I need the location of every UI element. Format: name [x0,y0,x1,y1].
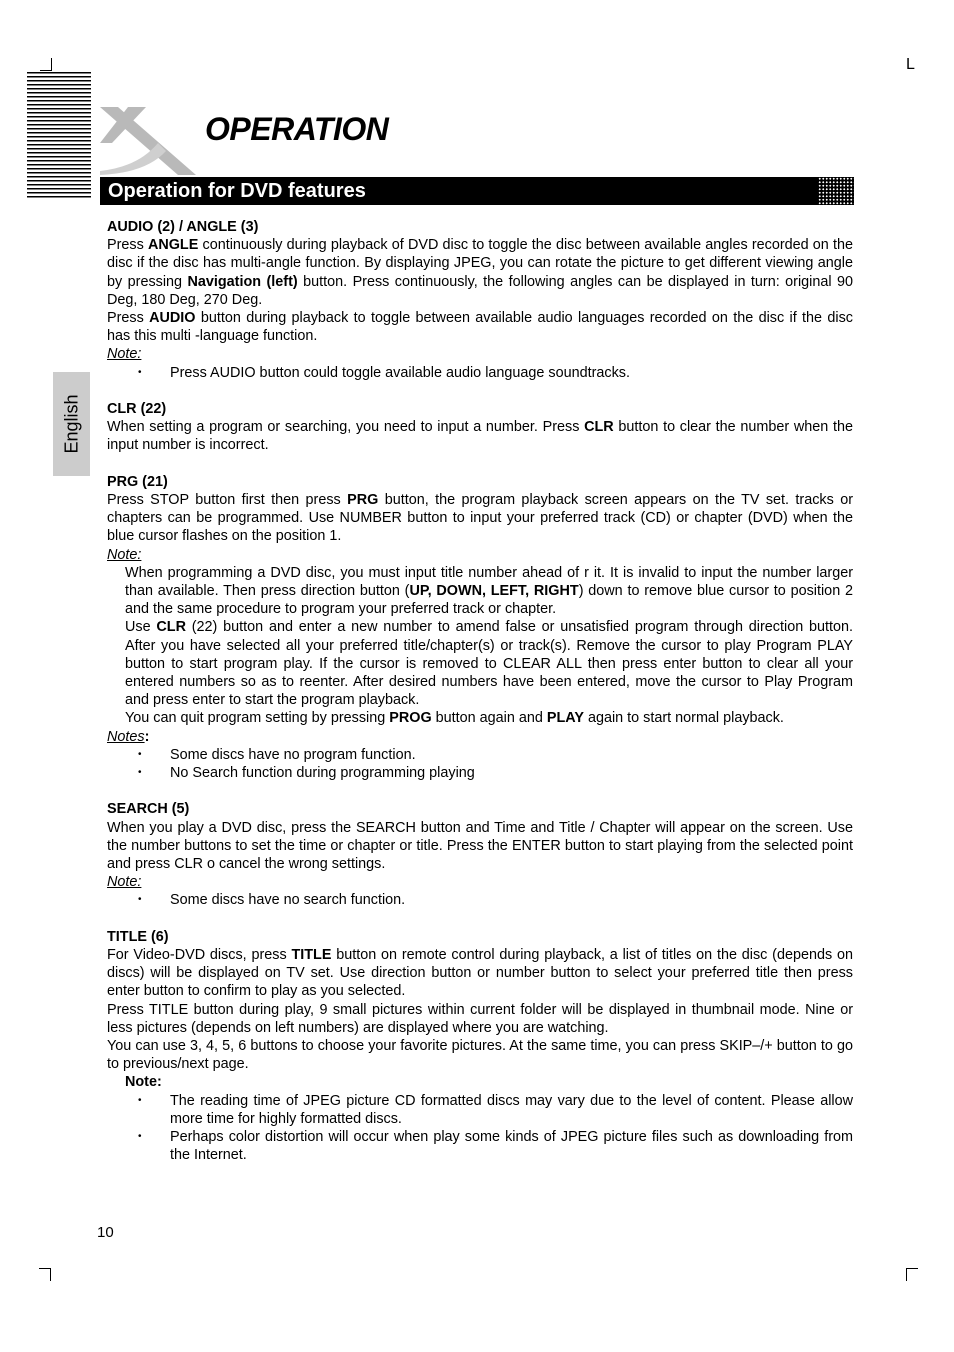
audio-angle-paragraph-1: Press ANGLE continuously during playback of DVD disc to toggle the disc between available angles recorded on the disc if the disc has multi-angle function. By displaying JPEG, you can rotate the picture to get different viewing angle by pressing Navigation (left) button. Press continuously, the following angles can be displayed in turn: original 90 Deg, 180 Deg, 270 Deg. [107,237,854,308]
prg-notes-list [107,746,853,782]
list-item: • Perhaps color distortion will occur when play some kinds of JPEG picture files such as downloading from the Internet. [170,1128,853,1164]
clr-heading: CLR (22) [107,401,167,418]
page-title: OPERATION [205,111,389,147]
list-item: • Some discs have no program function. [170,746,853,764]
title-note-list [107,1092,853,1165]
title-heading: TITLE (6) [107,928,169,945]
prg-paragraph: Press STOP button first then press PRG button, the program playback screen appears on the TV set. tracks or chapters can be programmed. Use NUMBER button to input your preferred track (CD) or chapter (DVD) when the blue cursor flashes on the position 1. [107,492,853,545]
page-content [107,218,853,1165]
section-title: Operation for DVD features [108,180,366,202]
page-number: 10 [97,1224,114,1241]
brand-logo-x [98,103,198,179]
audio-angle-heading: AUDIO (2) / ANGLE (3) [107,219,259,235]
search-note-label: Note: [107,874,142,891]
list-item: • Press AUDIO button could toggle available audio language soundtracks. [170,364,853,382]
language-side-tab [53,372,90,476]
list-item: • Some discs have no search function. [170,891,853,909]
language-label: English [61,394,81,454]
search-paragraph: When you play a DVD disc, press the SEARCH button and Time and Title / Chapter will appear on the screen. Use the number buttons to set the time or chapter or title. Press the ENTER button to start playing from the selected point and press CLR o cancel the wrong settings. [107,819,853,873]
bar-dot-pattern [818,177,854,205]
header-stripes [27,72,91,198]
title-note-label: Note: [125,1074,162,1091]
list-item: • The reading time of JPEG picture CD formatted discs may vary due to the level of content. Please allow more time for highly formatted discs. [170,1092,853,1128]
prg-note-paragraph-2: Use CLR (22) button and enter a new number to amend false or unsatisfied program through direction button. After you have selected all your preferred title/chapter(s) or track(s). Remove the cursor to play Program PLAY button to start program play. If the cursor is removed to CLEAR ALL then press enter button to clear all your entered numbers so as to reenter. After desired numbers have been entered, move the cursor to Play Program and press enter to start the program playback. [125,619,853,709]
list-item: • No Search function during programming playing [170,764,853,782]
audio-note-list [107,364,853,382]
search-note-list [107,891,853,909]
section-header-bar [100,177,854,205]
prg-heading: PRG (21) [107,473,168,490]
search-heading: SEARCH (5) [107,801,190,818]
prg-note-paragraph-1: When programming a DVD disc, you must input title number ahead of r it. It is invalid to input the number larger than available. Then press direction button (UP, DOWN, LEFT, RIGHT) down to remove blue cursor to position 2 and the same procedure to program your preferred track or chapter. [125,564,853,618]
prg-note-paragraph-3: You can quit program setting by pressing PROG button again and PLAY again to start normal playback. [125,710,784,727]
audio-note-label: Note: [107,346,142,363]
audio-angle-paragraph-2: Press AUDIO button during playback to toggle between available audio languages recorded on the disc if the disc has this multi -language function. [107,310,853,345]
corner-mark: L [906,56,915,73]
title-paragraph-3: You can use 3, 4, 5, 6 buttons to choose your favorite pictures. At the same time, you can press SKIP–/+ button to go to previous/next page. [107,1038,853,1073]
title-paragraph-1: For Video-DVD discs, press TITLE button on remote control during playback, a list of titles on the disc (depends on discs) will be displayed on TV set. Use direction button or number button to select your preferred title then press enter button to confirm to play as you selected. [107,947,853,1000]
title-paragraph-2: Press TITLE button during play, 9 small pictures within current folder will be displayed in thumbnail mode. Nine or less pictures (depends on left numbers) are displayed where you are watching. [107,1001,853,1036]
prg-notes-label: Notes: [107,728,150,745]
clr-paragraph: When setting a program or searching, you need to input a number. Press CLR button to clear the number when the input number is incorrect. [107,419,853,454]
prg-note-label: Note: [107,546,142,563]
